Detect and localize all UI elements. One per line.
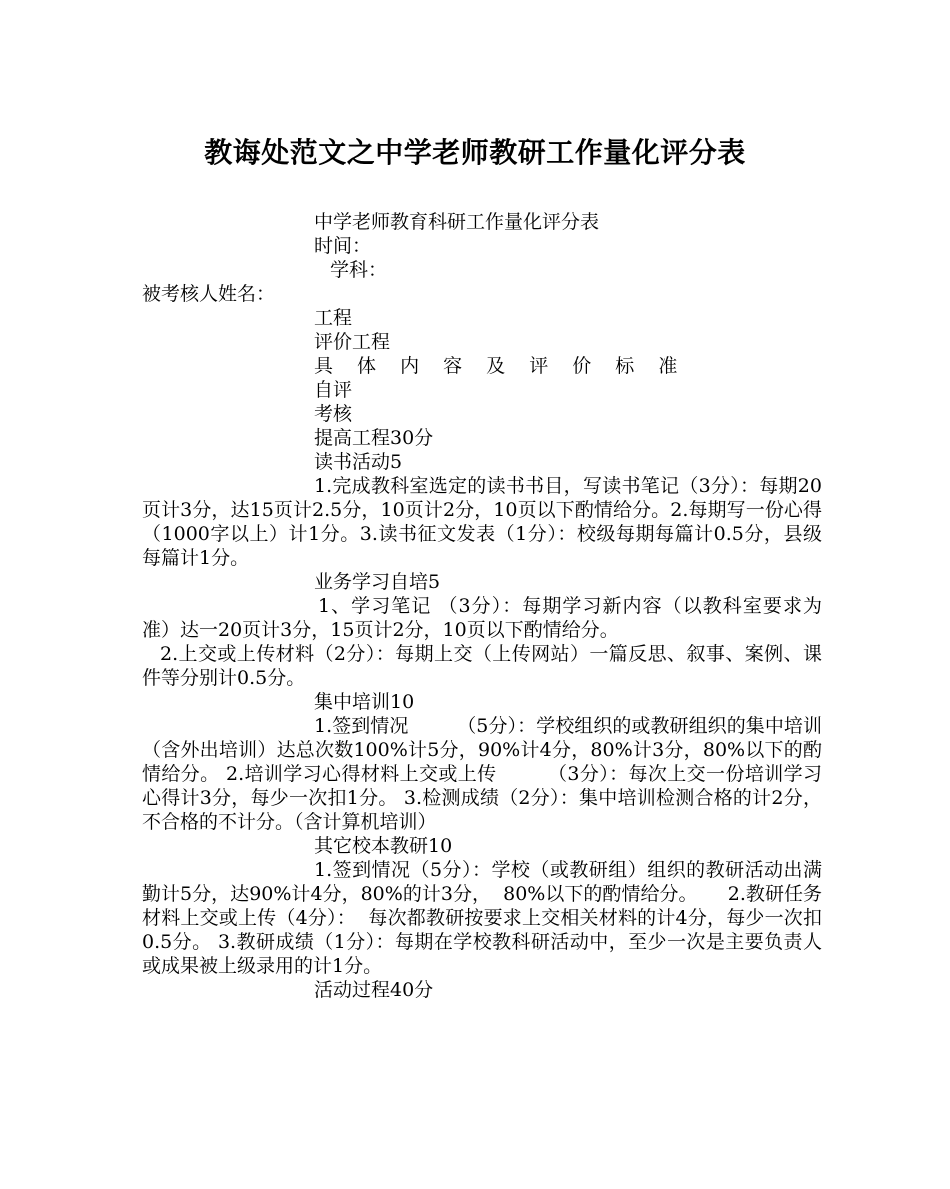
header-project: 工程 (314, 307, 353, 329)
subject-label: 学科： (330, 259, 388, 281)
name-label: 被考核人姓名： (142, 283, 276, 305)
document-body (142, 210, 822, 1002)
header-self-eval: 自评 (314, 379, 353, 401)
header-criteria: 具 体 内 容 及 评 价 标 准 (314, 355, 687, 377)
item-study-title: 业务学习自培5 (314, 571, 441, 593)
item-training-text: 1.签到情况 （5分）：学校组织的或教研组织的集中培训（含外出培训）达总次数100%计5分，90%计4分，80%计3分，80%以下的酌情给分。 2.培训学习心得材料上交或上传 （3分）：每次上交一份培训学习心得计3分，每少一次扣1分。 3.检测成绩（2分）：集中培训检测合格的计2分，不合格的不计分。（含计算机培训） (142, 715, 822, 833)
item-training-title: 集中培训10 (314, 691, 415, 713)
item-study-text-2: 2.上交或上传材料（2分）：每期上交（上传网站）一篇反思、叙事、案例、课件等分别计0.5分。 (142, 643, 822, 689)
item-reading-title: 读书活动5 (314, 451, 403, 473)
header-assess: 考核 (314, 403, 353, 425)
item-other-title: 其它校本教研10 (314, 835, 453, 857)
section-improve: 提高工程30分 (314, 427, 434, 449)
section-process: 活动过程40分 (314, 979, 434, 1001)
item-other-text: 1.签到情况（5分）：学校（或教研组）组织的教研活动出满勤计5分，达90%计4分，80%的计3分， 80%以下的酌情给分。 2.教研任务材料上交或上传（4分）： 每次都教研按要求上交相关材料的计4分，每少一次扣0.5分。 3.教研成绩（1分）：每期在学校教科研活动中，至少一次是主要负责人或成果被上级录用的计1分。 (142, 859, 822, 977)
item-reading-text: 1.完成教科室选定的读书书目，写读书笔记（3分）：每期20页计3分，达15页计2.5分，10页计2分，10页以下酌情给分。2.每期写一份心得（1000字以上）计1分。3.读书征文发表（1分）：校级每期每篇计0.5分，县级每篇计1分。 (142, 475, 822, 569)
time-label: 时间： (314, 235, 372, 257)
item-study-text-1: 1、学习笔记 （3分）：每期学习新内容（以教科室要求为准）达一20页计3分，15页计2分，10页以下酌情给分。 (142, 595, 822, 641)
header-eval-project: 评价工程 (314, 331, 391, 353)
document-title: 教诲处范文之中学老师教研工作量化评分表 (204, 136, 746, 169)
form-subtitle: 中学老师教育科研工作量化评分表 (314, 211, 600, 233)
